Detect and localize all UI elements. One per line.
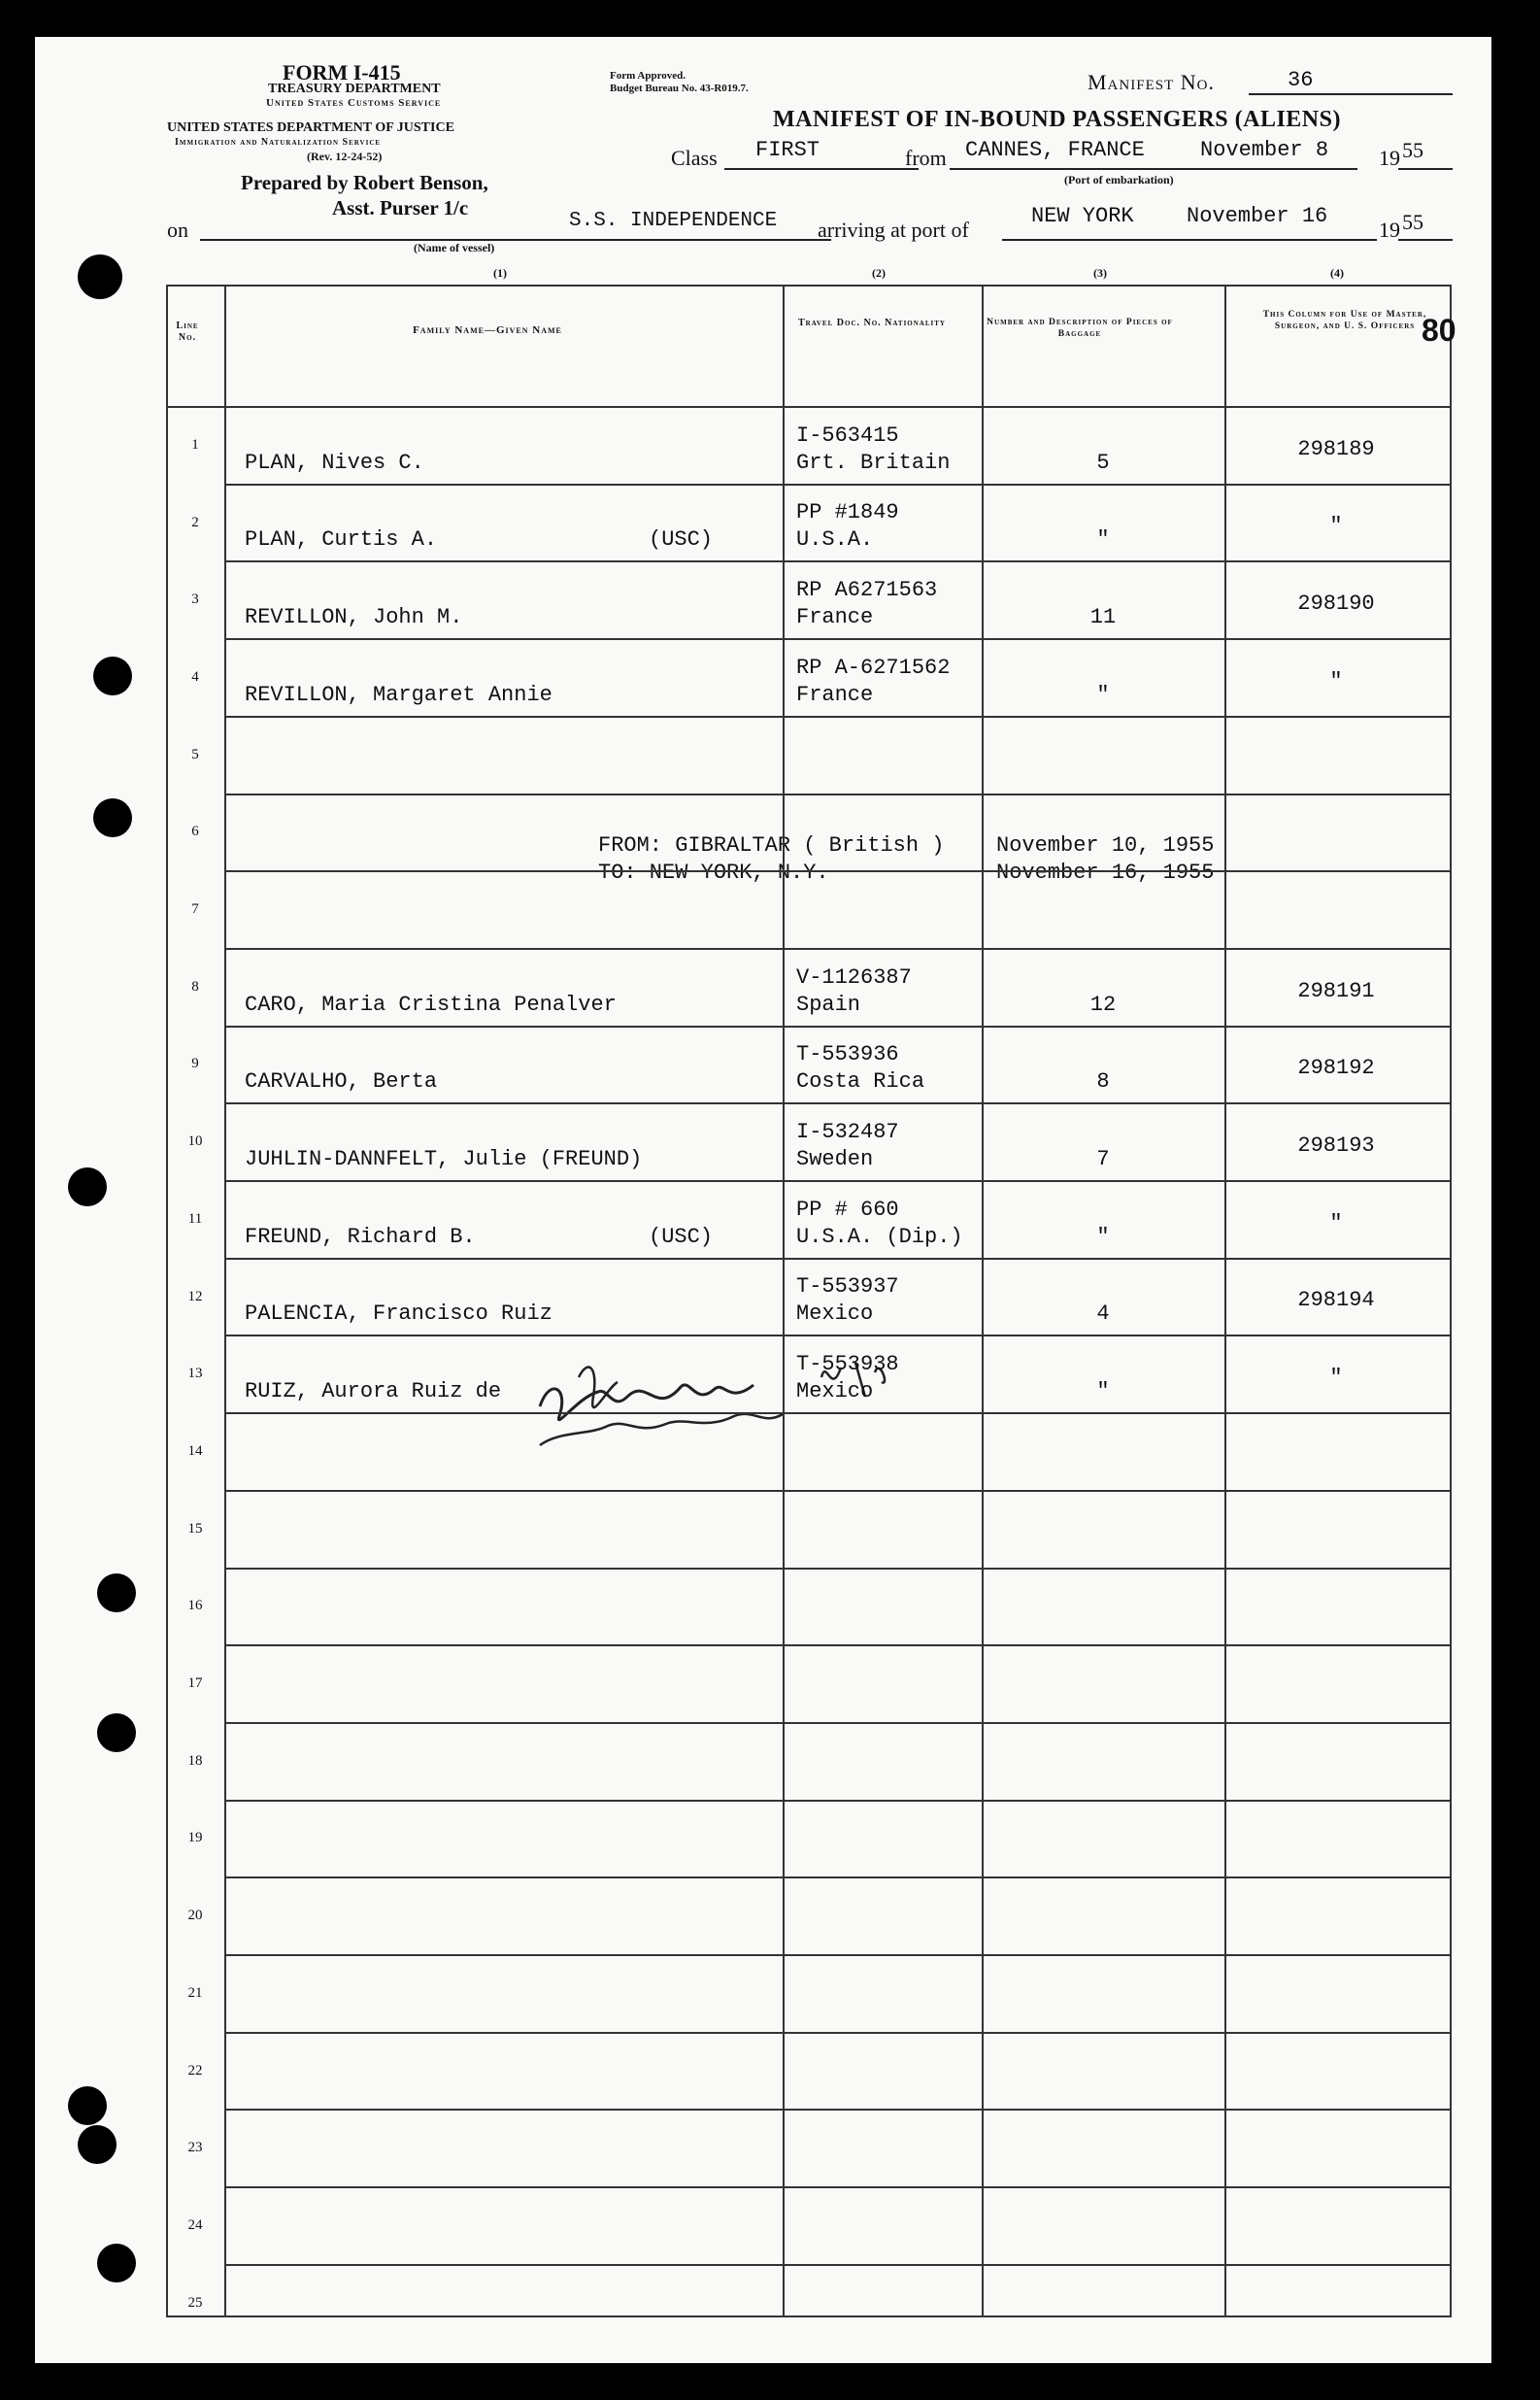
page-number: 80 [1422,313,1456,348]
row-divider [224,1876,1452,1878]
travel-doc-number: PP # 660 [796,1197,899,1222]
line-number: 5 [191,746,199,762]
line-number: 20 [187,1908,203,1924]
passenger-name: JUHLIN-DANNFELT, Julie (FREUND) [245,1147,643,1171]
travel-doc-number: PP #1849 [796,500,899,525]
row-divider [224,484,1452,486]
row-divider [224,794,1452,795]
row-divider [224,1026,1452,1028]
row-divider [224,1412,1452,1414]
row-divider [224,1258,1452,1260]
nationality: Grt. Britain [796,450,951,475]
nationality: Sweden [796,1147,874,1171]
punch-hole [68,1167,107,1206]
row-divider [224,560,1452,562]
row-divider [224,2032,1452,2034]
embark-port: CANNES, FRANCE [965,138,1145,162]
line-number: 11 [187,1210,203,1227]
officer-use-number: " [1329,1366,1343,1391]
travel-doc-number: T-553936 [796,1042,899,1067]
line-number: 24 [187,2216,203,2233]
row-divider [224,716,1452,718]
line-number: 10 [187,1133,203,1150]
arrival-year: 55 [1402,210,1423,234]
line-number: 15 [187,1520,203,1537]
nationality: Mexico [796,1301,874,1327]
travel-doc-number: V-1126387 [796,964,912,990]
nationality: U.S.A. (Dip.) [796,1224,963,1249]
manifest-number: 36 [1288,68,1314,92]
line-number: 17 [187,1675,203,1692]
arrival-year-prefix: 19 [1379,218,1400,242]
form-number: FORM I-415 [283,60,401,85]
header-name: Family Name—Given Name [413,324,562,336]
route-to-date: November 16, 1955 [996,861,1215,885]
passenger-name: FREUND, Richard B. [245,1224,476,1249]
punch-hole [93,657,132,695]
header-divider [166,406,1452,408]
nationality: France [796,682,874,707]
header-baggage: Number and Description of Pieces of Baggage [987,318,1173,339]
prepared-by: Prepared by Robert Benson, [241,171,488,194]
line-number: 8 [191,978,199,995]
row-divider [224,1335,1452,1336]
row-divider [224,1954,1452,1956]
row-divider [224,1722,1452,1724]
line-number: 19 [187,1830,203,1846]
baggage-count: 8 [1096,1069,1110,1095]
column-divider [224,285,226,2317]
arriving-label: arriving at port of [818,218,969,242]
nationality: France [796,605,874,630]
line-number: 3 [191,592,199,608]
nationality: Mexico [796,1379,874,1404]
punch-hole [97,2244,136,2282]
passenger-name: PALENCIA, Francisco Ruiz [245,1301,552,1327]
row-divider [224,948,1452,950]
budget-bureau: Budget Bureau No. 43-R019.7. [610,83,749,94]
col-num-2: (2) [872,266,886,280]
vessel-caption: (Name of vessel) [414,241,495,254]
column-divider [783,285,785,2317]
treasury-dept: TREASURY DEPARTMENT [268,82,441,96]
officer-use-number: 298193 [1297,1133,1375,1158]
passenger-name: PLAN, Curtis A. [245,527,438,553]
arrival-date: November 16 [1187,204,1328,228]
line-number: 18 [187,1752,203,1769]
vessel-name: S.S. INDEPENDENCE [569,210,778,232]
baggage-count: " [1096,1379,1110,1404]
row-divider [224,1180,1452,1182]
line-number: 4 [191,668,199,685]
embark-year: 55 [1402,138,1423,162]
line-number: 9 [191,1056,199,1072]
col-num-3: (3) [1093,266,1107,280]
port-embarkation-caption: (Port of embarkation) [1064,173,1174,186]
header-travel-doc: Travel Doc. No. Nationality [798,318,946,328]
nationality: U.S.A. [796,527,874,553]
row-divider [224,2186,1452,2188]
line-number: 21 [187,1984,203,2001]
nationality: Spain [796,992,861,1017]
baggage-count: 4 [1096,1301,1110,1327]
passenger-name: REVILLON, Margaret Annie [245,682,552,707]
embark-date: November 8 [1200,138,1329,162]
prepared-title: Asst. Purser 1/c [332,196,469,220]
line-number: 7 [191,901,199,918]
route-from-date: November 10, 1955 [996,833,1215,858]
travel-doc-number: T-553937 [796,1274,899,1300]
column-divider [982,285,984,2317]
on-label: on [167,218,188,242]
embark-year-prefix: 19 [1379,146,1400,170]
passenger-name: CARVALHO, Berta [245,1069,438,1095]
line-number: 16 [187,1598,203,1614]
row-divider [224,1644,1452,1646]
line-number: 23 [187,2140,203,2156]
travel-doc-number: RP A6271563 [796,578,938,603]
class-value: FIRST [755,138,820,162]
line-number: 12 [187,1288,203,1304]
row-divider [224,870,1452,872]
punch-hole [78,254,122,299]
travel-doc-number: I-563415 [796,423,899,448]
col-num-1: (1) [493,266,507,280]
baggage-count: 11 [1089,605,1117,630]
nationality: Costa Rica [796,1069,925,1095]
route-to: TO: NEW YORK, N.Y. [598,861,829,885]
justice-dept: UNITED STATES DEPARTMENT OF JUSTICE [167,120,454,135]
manifest-label: Manifest No. [1088,70,1215,94]
row-divider [224,1490,1452,1492]
manifest-page [35,37,1491,2363]
passenger-name: REVILLON, John M. [245,605,463,630]
punch-hole [93,798,132,837]
arrival-port: NEW YORK [1031,204,1134,228]
officer-use-number: " [1329,668,1343,693]
baggage-count: " [1096,527,1110,553]
punch-hole [68,2086,107,2125]
officer-use-number: 298191 [1297,978,1375,1003]
baggage-count: 5 [1096,450,1110,475]
line-number: 2 [191,514,199,530]
passenger-name: PLAN, Nives C. [245,450,424,475]
ins-service: Immigration and Naturalization Service [175,137,382,148]
row-divider [224,638,1452,640]
line-number: 13 [187,1366,203,1382]
baggage-count: 7 [1096,1147,1110,1171]
punch-hole [78,2125,117,2164]
line-number: 6 [191,824,199,840]
revision: (Rev. 12-24-52) [307,150,383,163]
from-label: from [905,146,947,170]
officer-use-number: 298194 [1297,1288,1375,1313]
punch-hole [97,1573,136,1612]
officer-use-number: 298192 [1297,1056,1375,1081]
line-number: 22 [187,2062,203,2079]
row-divider [224,1800,1452,1802]
route-from: FROM: GIBRALTAR ( British ) [598,833,945,858]
line-number: 14 [187,1442,203,1459]
us-citizen-mark: (USC) [649,527,714,553]
line-number: 1 [191,436,199,453]
passenger-name: CARO, Maria Cristina Penalver [245,992,617,1017]
travel-doc-number: T-553938 [796,1352,899,1377]
travel-doc-number: RP A-6271562 [796,655,951,680]
passenger-name: RUIZ, Aurora Ruiz de [245,1379,502,1404]
row-divider [224,2264,1452,2266]
baggage-count: " [1096,682,1110,707]
col-num-4: (4) [1330,266,1344,280]
officer-use-number: 298190 [1297,592,1375,617]
baggage-count: " [1096,1224,1110,1249]
header-line-no: Line No. [176,321,199,343]
manifest-title: MANIFEST OF IN-BOUND PASSENGERS (ALIENS) [773,107,1341,132]
header-officers: This Column for Use of Master, Surgeon, and U. S. Officers [1262,310,1427,331]
us-citizen-mark: (USC) [649,1224,714,1249]
customs-service: United States Customs Service [266,97,442,109]
travel-doc-number: I-532487 [796,1120,899,1144]
officer-use-number: 298189 [1297,436,1375,461]
column-divider [1224,285,1226,2317]
baggage-count: 12 [1089,992,1117,1017]
row-divider [224,2109,1452,2111]
form-approved: Form Approved. [610,70,686,82]
punch-hole [97,1713,136,1752]
line-number: 25 [187,2294,203,2311]
officer-use-number: " [1329,1210,1343,1235]
row-divider [224,1568,1452,1570]
officer-use-number: " [1329,514,1343,539]
row-divider [224,1102,1452,1104]
class-label: Class [671,146,718,170]
